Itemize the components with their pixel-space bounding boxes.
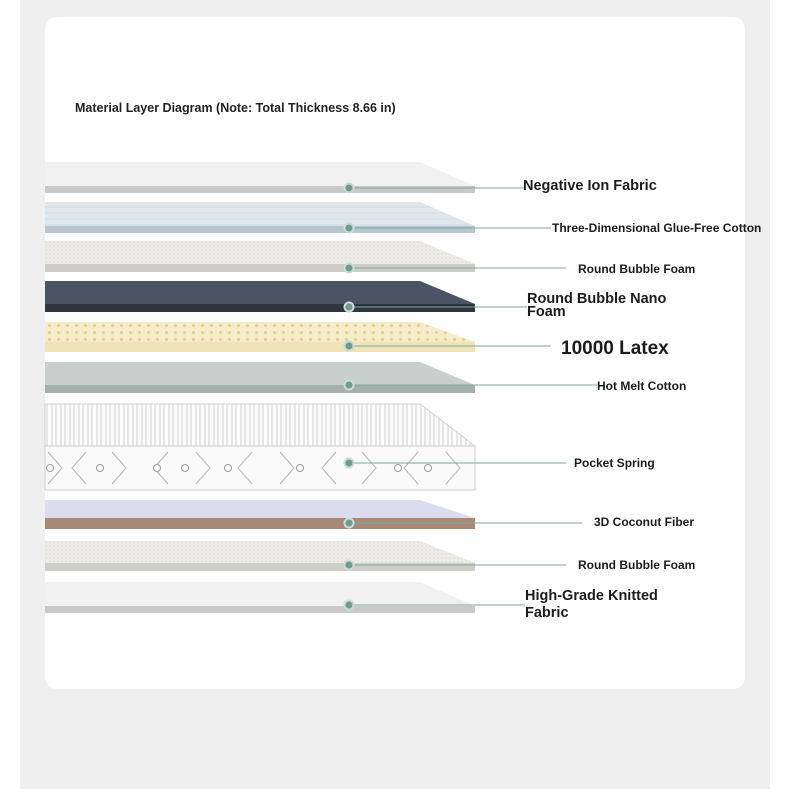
leader-dot	[345, 184, 354, 193]
layer-3d-coconut-fiber	[45, 500, 475, 529]
layer-latex	[45, 322, 475, 352]
leader-dot	[345, 381, 354, 390]
label-pocket-spring: Pocket Spring	[574, 456, 655, 470]
layer-high-grade-knitted-fabric	[45, 582, 475, 613]
leader-dot	[345, 264, 354, 273]
label-3d-coconut-fiber: 3D Coconut Fiber	[594, 515, 695, 529]
leader-dot	[345, 561, 354, 570]
layer-round-bubble-foam-top	[45, 241, 475, 272]
leader-dot	[345, 342, 354, 351]
diagram-title: Material Layer Diagram (Note: Total Thickness 8.66 in)	[75, 101, 396, 115]
leader-dot	[345, 459, 354, 468]
leader-dot	[345, 303, 354, 312]
leader-dot	[345, 224, 354, 233]
label-round-bubble-foam-bottom: Round Bubble Foam	[578, 558, 696, 572]
leader-dot	[345, 601, 354, 610]
label-round-bubble-foam-top: Round Bubble Foam	[578, 262, 696, 276]
layer-hot-melt-cotton	[45, 362, 475, 393]
layer-round-bubble-foam-bottom	[45, 541, 475, 571]
label-high-grade-knitted-fabric: High-Grade Knitted Fabric	[525, 588, 658, 621]
layer-pocket-spring	[45, 404, 475, 490]
label-hot-melt-cotton: Hot Melt Cotton	[597, 379, 687, 393]
label-round-bubble-nano-foam: Round Bubble Nano Foam	[527, 291, 667, 321]
leader-dot	[345, 519, 354, 528]
label-latex: 10000 Latex	[561, 338, 669, 359]
label-3d-glue-free-cotton: Three-Dimensional Glue-Free Cotton	[552, 221, 762, 235]
label-negative-ion-fabric: Negative Ion Fabric	[523, 178, 657, 194]
